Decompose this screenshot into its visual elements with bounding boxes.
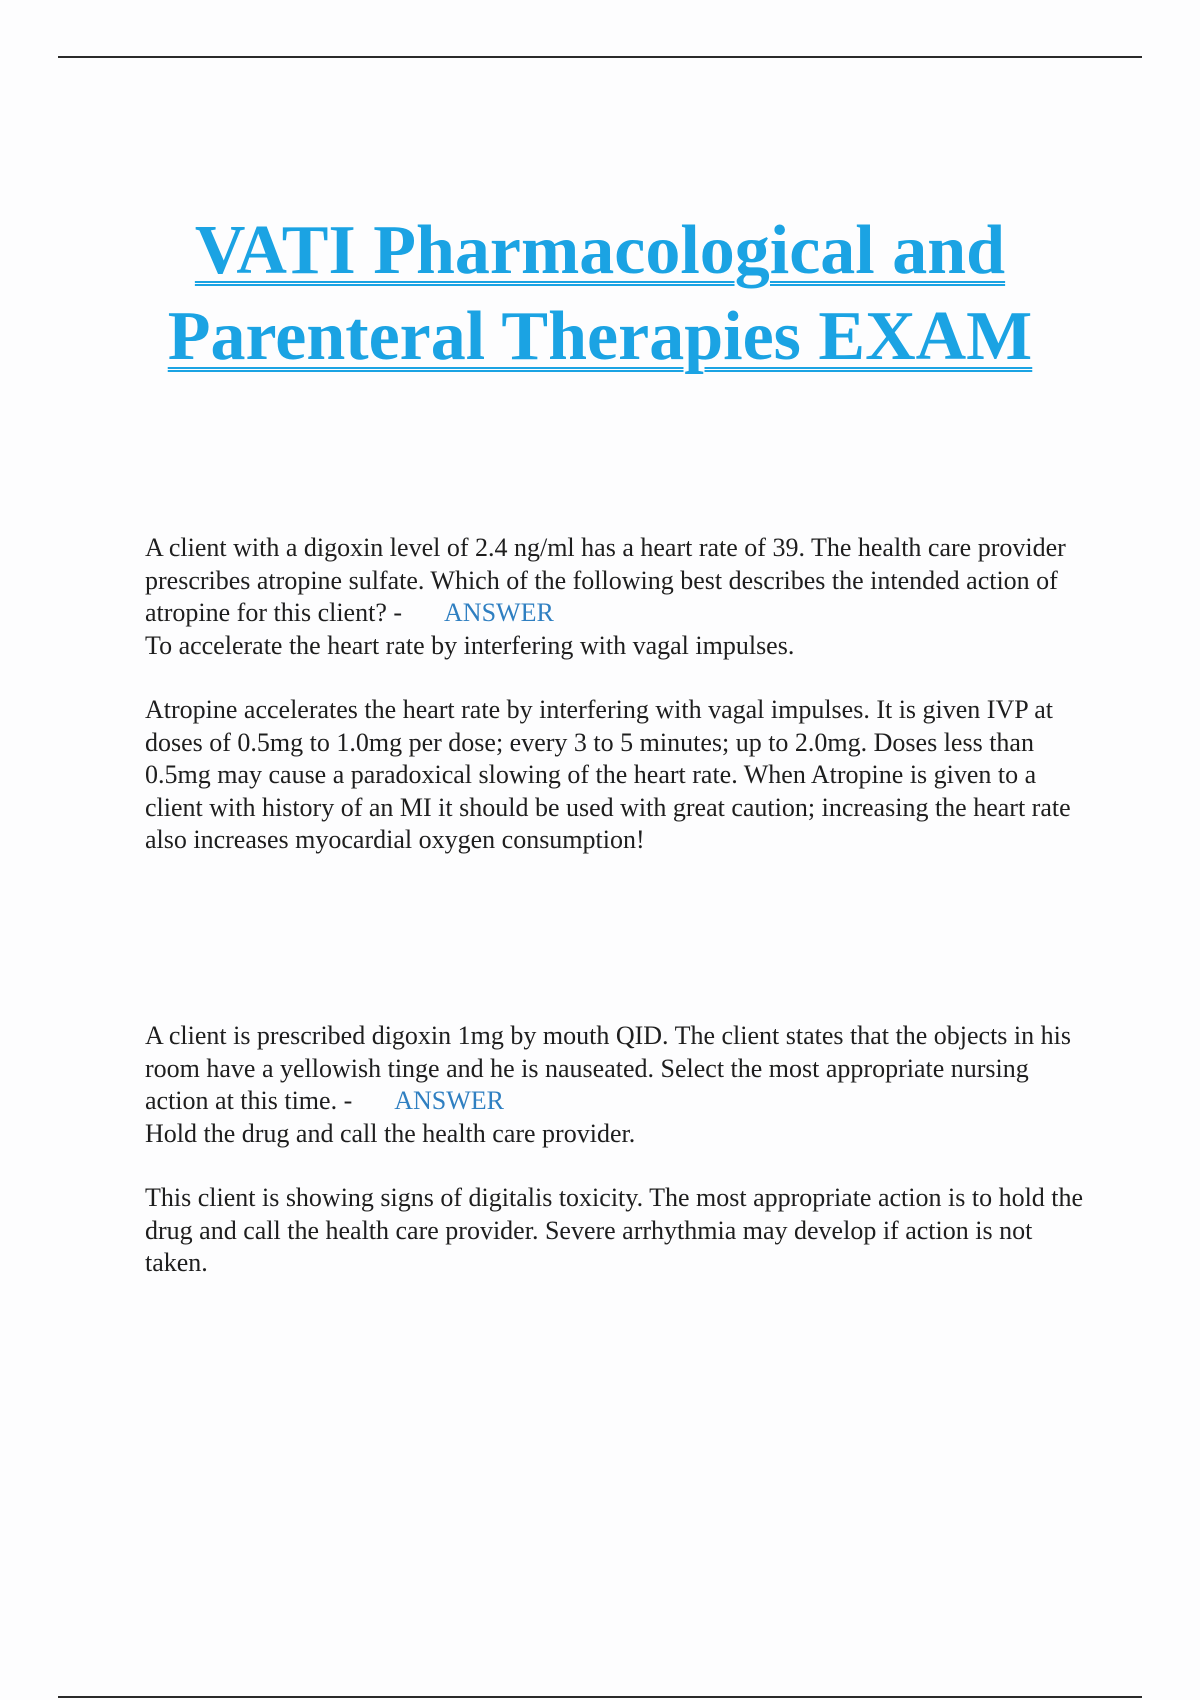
title-line-2: Parenteral Therapies EXAM [167,298,1033,375]
document-title [0,208,1200,380]
question-text [145,1020,1095,1118]
rationale-text: Atropine accelerates the heart rate by interfering with vagal impulses. It is given IVP at doses of 0.5mg to 1.0mg per dose; every 3 to 5 minutes; up to 2.0mg. Doses less than 0.5mg may cause a paradoxical slowing of the heart rate. When Atropine is given to a client with history of an MI it should be used with great caution; increasing the heart rate also increases myocardial oxygen consumption! [145,695,1071,854]
answer-label: ANSWER [394,1086,505,1115]
question-block-1 [145,532,1095,857]
question-text [145,532,1095,630]
question-stem: A client with a digoxin level of 2.4 ng/ml has a heart rate of 39. The health care provider prescribes atropine sulfate. Which of the following best describes the intended action of atropine for this client? - [145,533,1066,627]
question-stem: A client is prescribed digoxin 1mg by mouth QID. The client states that the objects in his room have a yellowish tinge and he is nauseated. Select the most appropriate nursing action at this time. - [145,1021,1071,1115]
bottom-rule [58,1696,1142,1698]
answer-text: To accelerate the heart rate by interfering with vagal impulses. [145,630,795,660]
rationale-text: This client is showing signs of digitalis toxicity. The most appropriate action is to hold the drug and call the health care provider. Severe arrhythmia may develop if action is not taken. [145,1183,1084,1277]
answer-text: Hold the drug and call the health care provider. [145,1118,636,1148]
answer-label: ANSWER [444,598,554,627]
top-rule [58,56,1142,58]
question-block-2 [145,1020,1095,1280]
title-line-1: VATI Pharmacological and [194,212,1006,289]
